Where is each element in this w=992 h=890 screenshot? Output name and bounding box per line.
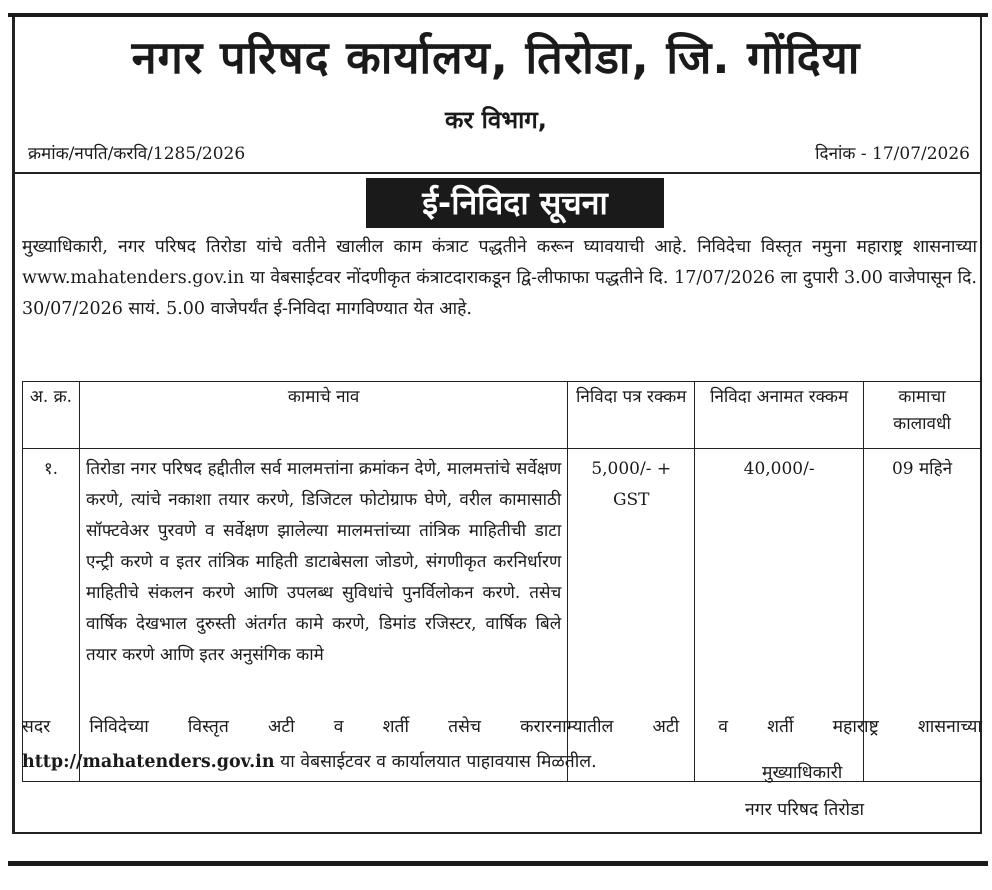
header-emd: निविदा अनामत रक्कम bbox=[695, 382, 864, 449]
cell-sr-no: १. bbox=[23, 449, 80, 782]
terms-url[interactable]: http://mahatenders.gov.in bbox=[22, 752, 275, 772]
terms-line-2-text: या वेबसाईटवर व कार्यालयात पाहावयास मिळतील. bbox=[274, 752, 597, 772]
header-work-name: कामाचे नाव bbox=[79, 382, 567, 449]
notice-date: दिनांक - 17/07/2026 bbox=[815, 144, 970, 164]
header-duration: कामाचा कालावधी bbox=[864, 382, 981, 449]
terms-line-2 bbox=[22, 746, 597, 779]
cell-duration: 09 महिने bbox=[864, 449, 981, 782]
office-title: नगर परिषद कार्यालय, तिरोडा, जि. गोंदिया bbox=[131, 31, 861, 84]
cell-tender-fee: 5,000/- + GST bbox=[568, 449, 695, 782]
cell-emd: 40,000/- bbox=[695, 449, 864, 782]
terms-line-1: सदर निविदेच्या विस्तृत अटी व शर्ती तसेच करारनाम्यातील अटी व शर्ती महाराष्ट्र शासनाच्या bbox=[22, 717, 982, 737]
intro-url[interactable]: www.mahatenders.gov.in bbox=[22, 268, 245, 288]
intro-text-1: मुख्याधिकारी, नगर परिषद तिरोडा यांचे वतीने खालील काम कंत्राट पद्धतीने करून घ्यावयाची आहे. निविदेचा विस्तृत नमुना महाराष्ट्र शासनाच्या bbox=[22, 237, 977, 257]
header-divider bbox=[12, 172, 982, 174]
table-header-row bbox=[23, 382, 981, 449]
bottom-rule bbox=[8, 861, 988, 866]
cell-work-name: तिरोडा नगर परिषद हद्दीतील सर्व मालमत्तांना क्रमांकन देणे, मालमत्तांचे सर्वेक्षण करणे, त्यांचे नकाशा तयार करणे, डिजिटल फोटोग्राफ घेणे, वरील कामासाठी सॉफ्टवेअर पुरवणे व सर्वेक्षण झालेल्या मालमत्तांच्या तांत्रिक माहितीची डाटा एन्ट्री करणे व इतर तांत्रिक माहिती डाटाबेसला जोडणे, संगणीकृत करनिर्धारण माहितीचे संकलन करणे आणि उपलब्ध सुविधांचे पुनर्विलोकन करणे. तसेच वार्षिक देखभाल दुरुस्ती अंतर्गत कामे करणे, डिमांड रजिस्टर, वार्षिक बिले तयार करणे आणि इतर अनुसंगिक कामे bbox=[79, 449, 567, 782]
signatory-title: मुख्याधिकारी bbox=[762, 763, 843, 783]
signatory-office: नगर परिषद तिरोडा bbox=[745, 800, 864, 820]
notice-intro-paragraph bbox=[22, 232, 977, 325]
intro-text-2: या वेबसाईटवर नोंदणीकृत कंत्राटदाराकडून द्वि-लीफाफा पद्धतीने दि. 17/07/2026 ला दुपारी 3.00 वाजेपासून दि. 30/07/2026 सायं. 5.00 वाजेपर्यंत ई-निविदा मागविण्यात येत आहे. bbox=[22, 268, 977, 319]
header-tender-fee: निविदा पत्र रक्कम bbox=[568, 382, 695, 449]
reference-number: क्रमांक/नपति/करवि/1285/2026 bbox=[28, 144, 246, 164]
department-name: कर विभाग, bbox=[445, 106, 547, 134]
header-sr-no: अ. क्र. bbox=[23, 382, 80, 449]
notice-heading-banner: ई-निविदा सूचना bbox=[366, 178, 664, 228]
